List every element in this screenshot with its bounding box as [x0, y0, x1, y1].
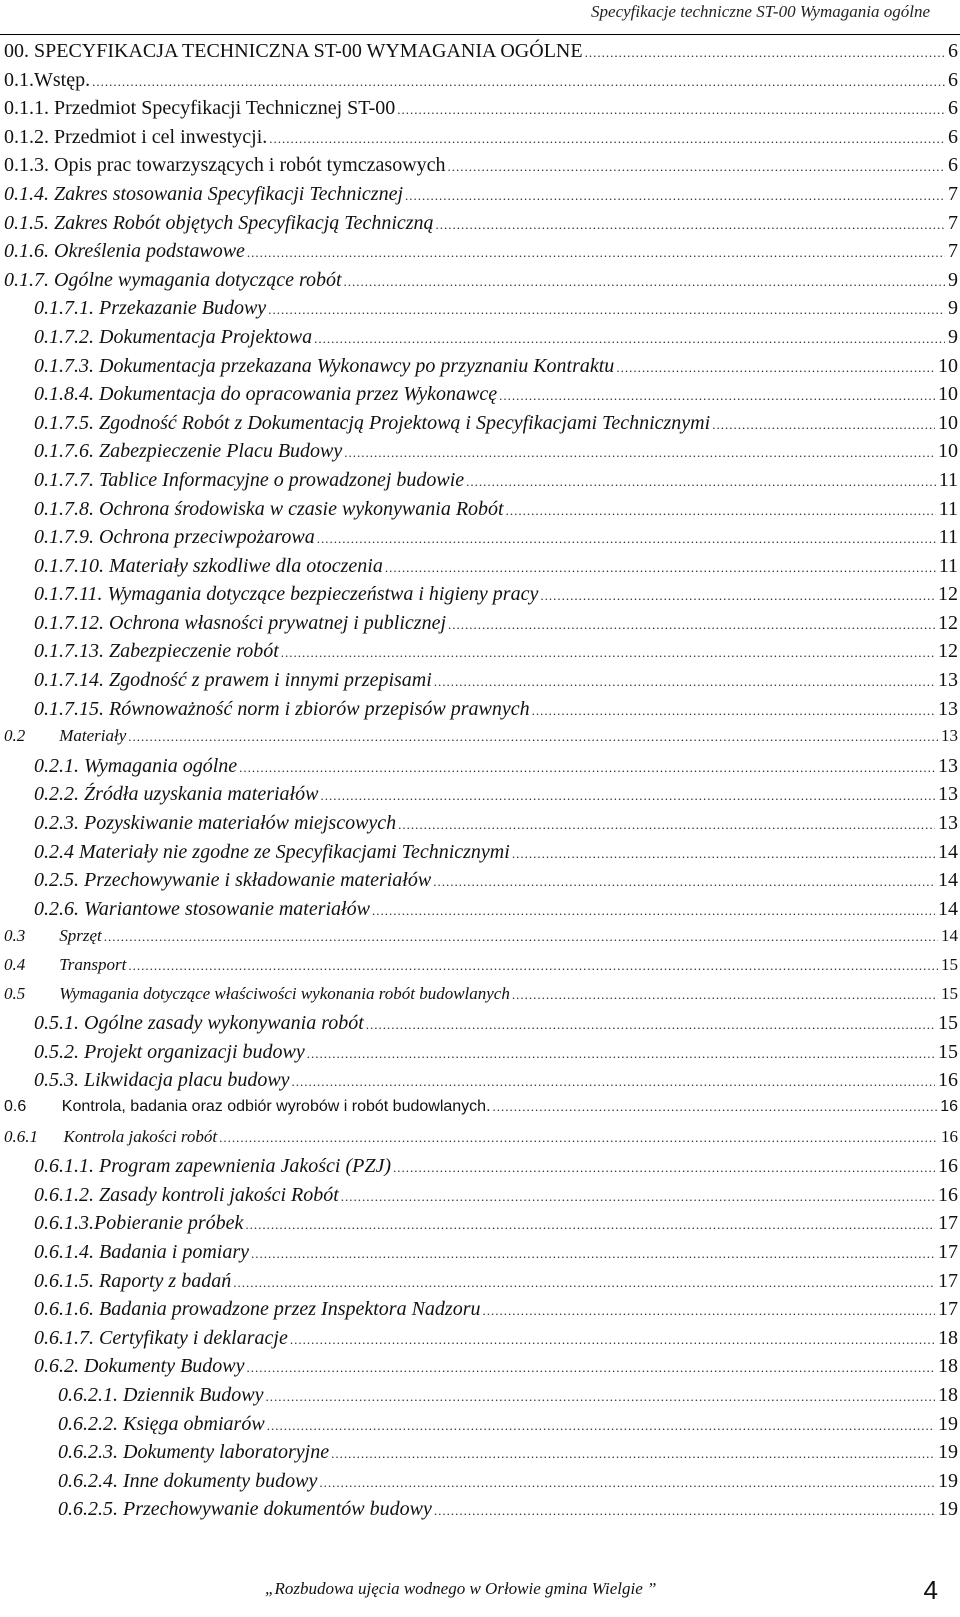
- toc-entry-page: 13: [935, 698, 958, 721]
- toc-entry-label: 0.5.2. Projekt organizacji budowy: [34, 1040, 305, 1063]
- toc-dot-leader: [433, 874, 935, 890]
- toc-entry[interactable]: [0, 726, 960, 755]
- toc-entry-page: 19: [935, 1470, 958, 1493]
- toc-dot-leader: [616, 360, 935, 376]
- toc-entry-page: 12: [935, 583, 958, 606]
- toc-entry-label: 0.6.1.6. Badania prowadzone przez Inspektora Nadzoru: [34, 1298, 481, 1321]
- toc-dot-leader: [292, 1074, 935, 1090]
- toc-entry[interactable]: [0, 469, 960, 498]
- toc-entry[interactable]: [0, 498, 960, 527]
- toc-entry-label: 0.1.7.5. Zgodność Robót z Dokumentacją Projektową i Specyfikacjami Technicznymi: [34, 411, 711, 434]
- toc-entry[interactable]: [0, 297, 960, 326]
- toc-entry-label: 00. SPECYFIKACJA TECHNICZNA ST-00 WYMAGANIA OGÓLNE: [4, 40, 583, 62]
- toc-entry[interactable]: [0, 984, 960, 1013]
- toc-dot-leader: [434, 674, 935, 690]
- toc-entry[interactable]: [0, 40, 960, 69]
- toc-dot-leader: [499, 388, 935, 404]
- toc-entry-page: 16: [937, 1098, 958, 1116]
- toc-entry-page: 14: [938, 926, 958, 946]
- toc-entry[interactable]: [0, 526, 960, 555]
- toc-entry-label: 0.1.7.11. Wymagania dotyczące bezpieczeństwa i higieny pracy: [34, 583, 539, 606]
- toc-entry-label: 0.1.4. Zakres stosowania Specyfikacji Technicznej: [4, 182, 404, 205]
- toc-entry-page: 17: [935, 1212, 958, 1235]
- toc-dot-leader: [268, 302, 945, 318]
- toc-entry[interactable]: [0, 1012, 960, 1041]
- toc-entry[interactable]: [0, 1413, 960, 1442]
- toc-entry-page: 6: [945, 97, 958, 120]
- toc-dot-leader: [247, 245, 945, 261]
- toc-entry-page: 18: [935, 1384, 958, 1407]
- toc-dot-leader: [512, 987, 938, 1003]
- toc-dot-leader: [405, 188, 945, 204]
- toc-dot-leader: [448, 159, 945, 175]
- toc-entry-page: 12: [935, 640, 958, 663]
- toc-entry[interactable]: [0, 1498, 960, 1527]
- toc-entry-label: 0.1.1. Przedmiot Specyfikacji Technicznej ST-00: [4, 97, 396, 120]
- toc-entry-label: 0.6.2. Dokumenty Budowy: [34, 1355, 245, 1378]
- toc-entry-page: 14: [935, 869, 958, 892]
- toc-dot-leader: [448, 617, 935, 633]
- toc-entry[interactable]: [0, 698, 960, 727]
- toc-entry-label: 0.5 Wymagania dotyczące właściwości wykonania robót budowlanych: [4, 983, 510, 1003]
- toc-entry-label: 0.1.7.9. Ochrona przeciwpożarowa: [34, 526, 315, 549]
- toc-entry-page: 6: [945, 126, 958, 149]
- toc-entry[interactable]: [0, 355, 960, 384]
- footer-text: „Rozbudowa ujęcia wodnego w Orłowie gmina Wielgie ”: [265, 1579, 657, 1598]
- toc-dot-leader: [269, 131, 945, 147]
- toc-entry-page: 9: [945, 269, 958, 292]
- toc-dot-leader: [251, 1246, 935, 1262]
- page-footer: [0, 1557, 960, 1617]
- toc-entry[interactable]: [0, 1041, 960, 1070]
- toc-entry-page: 7: [945, 212, 958, 235]
- toc-entry-page: 15: [935, 1012, 958, 1035]
- toc-dot-leader: [466, 474, 936, 490]
- toc-entry-label: 0.6 Kontrola, badania oraz odbiór wyrobów i robót budowlanych.: [4, 1097, 491, 1115]
- toc-dot-leader: [397, 102, 945, 118]
- toc-entry[interactable]: [0, 1069, 960, 1098]
- toc-entry-label: 0.6.1.5. Raporty z badań: [34, 1269, 232, 1292]
- toc-entry-page: 18: [935, 1355, 958, 1378]
- toc-entry-page: 9: [945, 297, 958, 320]
- toc-entry-page: 14: [935, 898, 958, 921]
- toc-dot-leader: [319, 1475, 935, 1491]
- toc-entry-page: 12: [935, 612, 958, 635]
- toc-entry[interactable]: [0, 212, 960, 241]
- toc-entry-label: 0.6.2.4. Inne dokumenty budowy: [58, 1469, 318, 1492]
- toc-entry[interactable]: [0, 640, 960, 669]
- toc-entry-page: 11: [936, 526, 958, 549]
- table-of-contents: [0, 40, 960, 1527]
- toc-dot-leader: [281, 645, 935, 661]
- toc-entry[interactable]: [0, 97, 960, 126]
- toc-dot-leader: [393, 1160, 935, 1176]
- toc-entry-page: 19: [935, 1441, 958, 1464]
- toc-entry-label: 0.6.1.7. Certyfikaty i deklaracje: [34, 1326, 288, 1349]
- toc-entry-label: 0.6.1.2. Zasady kontroli jakości Robót: [34, 1183, 339, 1206]
- toc-entry[interactable]: [0, 612, 960, 641]
- toc-entry-page: 19: [935, 1498, 958, 1521]
- toc-entry-label: 0.6.1 Kontrola jakości robót: [4, 1126, 218, 1146]
- toc-entry-label: 0.2.3. Pozyskiwanie materiałów miejscowych: [34, 812, 397, 835]
- toc-dot-leader: [266, 1389, 935, 1405]
- toc-dot-leader: [104, 929, 938, 945]
- toc-entry-label: 0.2.4 Materiały nie zgodne ze Specyfikacjami Technicznymi: [34, 840, 510, 863]
- toc-dot-leader: [532, 703, 935, 719]
- toc-entry-label: 0.2.6. Wariantowe stosowanie materiałów: [34, 897, 370, 920]
- toc-entry[interactable]: [0, 269, 960, 298]
- toc-entry-label: 0.1.8.4. Dokumentacja do opracowania przez Wykonawcę: [34, 383, 498, 406]
- toc-entry[interactable]: [0, 1241, 960, 1270]
- toc-entry-label: 0.1.7.13. Zabezpieczenie robót: [34, 640, 279, 663]
- toc-entry[interactable]: [0, 955, 960, 984]
- toc-entry-page: 17: [935, 1298, 958, 1321]
- toc-entry[interactable]: [0, 412, 960, 441]
- toc-entry-page: 15: [935, 1041, 958, 1064]
- toc-entry-label: 0.2.1. Wymagania ogólne: [34, 754, 238, 777]
- toc-dot-leader: [512, 846, 935, 862]
- toc-entry[interactable]: [0, 1441, 960, 1470]
- toc-entry[interactable]: [0, 1184, 960, 1213]
- toc-entry-page: 16: [935, 1069, 958, 1092]
- toc-entry-page: 14: [935, 841, 958, 864]
- toc-entry[interactable]: [0, 240, 960, 269]
- toc-entry[interactable]: [0, 154, 960, 183]
- toc-entry[interactable]: [0, 1355, 960, 1384]
- toc-dot-leader: [585, 45, 945, 61]
- toc-dot-leader: [341, 1189, 935, 1205]
- toc-entry-page: 13: [938, 726, 958, 746]
- toc-entry-label: 0.2.2. Źródła uzyskania materiałów: [34, 783, 319, 806]
- toc-entry-page: 13: [935, 669, 958, 692]
- toc-entry-label: 0.1.2. Przedmiot i cel inwestycji.: [4, 125, 268, 148]
- toc-dot-leader: [385, 560, 936, 576]
- toc-dot-leader: [506, 503, 936, 519]
- toc-entry[interactable]: [0, 869, 960, 898]
- toc-entry-page: 13: [935, 755, 958, 778]
- toc-entry[interactable]: [0, 1155, 960, 1184]
- toc-entry[interactable]: [0, 1270, 960, 1299]
- toc-entry-label: 0.1.7.8. Ochrona środowiska w czasie wykonywania Robót: [34, 497, 504, 520]
- toc-entry-label: 0.1.7.10. Materiały szkodliwe dla otoczenia: [34, 554, 383, 577]
- toc-entry-label: 0.3 Sprzęt: [4, 926, 102, 946]
- toc-dot-leader: [92, 74, 945, 90]
- toc-entry-label: 0.6.2.1. Dziennik Budowy: [58, 1383, 264, 1406]
- toc-dot-leader: [314, 331, 945, 347]
- toc-entry-page: 6: [945, 154, 958, 177]
- toc-entry[interactable]: [0, 783, 960, 812]
- toc-entry-label: 0.1.7. Ogólne wymagania dotyczące robót: [4, 268, 342, 291]
- toc-entry[interactable]: [0, 1127, 960, 1156]
- toc-entry-page: 16: [935, 1155, 958, 1178]
- toc-entry[interactable]: [0, 440, 960, 469]
- toc-entry-label: 0.1.6. Określenia podstawowe: [4, 240, 245, 263]
- toc-entry[interactable]: [0, 326, 960, 355]
- header-title: Specyfikacje techniczne ST-00 Wymagania ogólne: [591, 2, 930, 21]
- toc-dot-leader: [290, 1332, 935, 1348]
- toc-entry[interactable]: [0, 812, 960, 841]
- toc-entry-label: 0.6.2.2. Księga obmiarów: [58, 1412, 265, 1435]
- toc-entry-label: 0.6.1.4. Badania i pomiary: [34, 1240, 249, 1263]
- toc-entry[interactable]: [0, 583, 960, 612]
- toc-entry-label: 0.4 Transport: [4, 955, 127, 974]
- page-header: [0, 0, 960, 35]
- toc-entry-page: 18: [935, 1327, 958, 1350]
- toc-entry-page: 16: [938, 1127, 958, 1147]
- toc-entry-label: 0.1.7.1. Przekazanie Budowy: [34, 297, 267, 320]
- toc-entry-label: 0.1.7.14. Zgodność z prawem i innymi przepisami: [34, 669, 432, 692]
- toc-entry-page: 10: [935, 383, 958, 406]
- toc-entry-page: 7: [945, 183, 958, 206]
- toc-entry-page: 13: [935, 783, 958, 806]
- toc-entry-page: 13: [935, 812, 958, 835]
- toc-entry-label: 0.1.7.7. Tablice Informacyjne o prowadzonej budowie: [34, 468, 465, 491]
- toc-dot-leader: [128, 729, 938, 745]
- toc-entry[interactable]: [0, 841, 960, 870]
- toc-dot-leader: [434, 1503, 935, 1519]
- toc-entry-label: 0.1.5. Zakres Robót objętych Specyfikacją Techniczną: [4, 211, 434, 234]
- toc-entry[interactable]: [0, 126, 960, 155]
- toc-dot-leader: [372, 903, 935, 919]
- toc-entry-page: 11: [936, 498, 958, 521]
- toc-dot-leader: [267, 1418, 935, 1434]
- toc-entry[interactable]: [0, 1212, 960, 1241]
- toc-entry-page: 9: [945, 326, 958, 349]
- toc-dot-leader: [320, 788, 935, 804]
- toc-entry-label: 0.1.7.2. Dokumentacja Projektowa: [34, 325, 313, 348]
- toc-entry-page: 16: [935, 1184, 958, 1207]
- toc-entry[interactable]: [0, 1470, 960, 1499]
- toc-dot-leader: [344, 445, 935, 461]
- toc-entry-label: 0.5.3. Likwidacja placu budowy: [34, 1069, 290, 1092]
- toc-entry-page: 10: [935, 440, 958, 463]
- toc-entry[interactable]: [0, 1384, 960, 1413]
- page-number: 4: [923, 1575, 938, 1605]
- toc-entry-page: 6: [945, 69, 958, 92]
- toc-entry-page: 10: [935, 412, 958, 435]
- toc-entry[interactable]: [0, 926, 960, 955]
- toc-dot-leader: [712, 417, 935, 433]
- toc-entry[interactable]: [0, 669, 960, 698]
- toc-dot-leader: [219, 1130, 938, 1146]
- toc-dot-leader: [366, 1017, 935, 1033]
- toc-dot-leader: [307, 1046, 935, 1062]
- toc-entry-label: 0.6.2.3. Dokumenty laboratoryjne: [58, 1441, 330, 1464]
- toc-dot-leader: [398, 817, 935, 833]
- toc-entry-label: 0.1.Wstęp.: [4, 68, 91, 91]
- toc-entry-label: 0.6.2.5. Przechowywanie dokumentów budowy: [58, 1498, 432, 1521]
- toc-entry-label: 0.1.7.3. Dokumentacja przekazana Wykonawcy po przyznaniu Kontraktu: [34, 354, 615, 377]
- toc-entry-page: 11: [936, 555, 958, 578]
- toc-dot-leader: [128, 958, 938, 974]
- toc-dot-leader: [233, 1275, 935, 1291]
- toc-entry-label: 0.2 Materiały: [4, 726, 127, 746]
- toc-dot-leader: [482, 1303, 935, 1319]
- toc-entry-page: 15: [938, 984, 958, 1004]
- toc-entry[interactable]: [0, 69, 960, 98]
- toc-entry-page: 6: [945, 40, 958, 63]
- toc-entry[interactable]: [0, 1098, 960, 1127]
- toc-entry-label: 0.6.1.1. Program zapewnienia Jakości (PZJ): [34, 1155, 391, 1178]
- toc-entry[interactable]: [0, 1298, 960, 1327]
- toc-entry-page: 19: [935, 1413, 958, 1436]
- toc-dot-leader: [331, 1446, 935, 1462]
- toc-entry-page: 10: [935, 355, 958, 378]
- toc-dot-leader: [239, 760, 935, 776]
- toc-entry[interactable]: [0, 183, 960, 212]
- toc-dot-leader: [245, 1217, 935, 1233]
- toc-dot-leader: [436, 217, 945, 233]
- toc-entry-label: 0.5.1. Ogólne zasady wykonywania robót: [34, 1012, 364, 1035]
- toc-dot-leader: [540, 588, 935, 604]
- toc-entry-page: 7: [945, 240, 958, 263]
- toc-entry[interactable]: [0, 755, 960, 784]
- toc-entry-label: 0.1.7.6. Zabezpieczenie Placu Budowy: [34, 440, 343, 463]
- toc-entry-label: 0.2.5. Przechowywanie i składowanie materiałów: [34, 869, 432, 892]
- toc-entry[interactable]: [0, 898, 960, 927]
- toc-dot-leader: [247, 1360, 935, 1376]
- toc-dot-leader: [493, 1099, 938, 1115]
- toc-entry-page: 11: [936, 469, 958, 492]
- toc-entry-page: 17: [935, 1241, 958, 1264]
- toc-entry-page: 15: [938, 955, 958, 975]
- toc-entry-label: 0.1.7.12. Ochrona własności prywatnej i publicznej: [34, 611, 447, 634]
- toc-dot-leader: [344, 274, 945, 290]
- toc-entry[interactable]: [0, 1327, 960, 1356]
- toc-entry-page: 17: [935, 1270, 958, 1293]
- toc-dot-leader: [317, 531, 936, 547]
- toc-entry[interactable]: [0, 383, 960, 412]
- toc-entry[interactable]: [0, 555, 960, 584]
- toc-entry-label: 0.6.1.3.Pobieranie próbek: [34, 1212, 244, 1235]
- toc-entry-label: 0.1.7.15. Równoważność norm i zbiorów przepisów prawnych: [34, 697, 530, 720]
- toc-entry-label: 0.1.3. Opis prac towarzyszących i robót tymczasowych: [4, 154, 446, 177]
